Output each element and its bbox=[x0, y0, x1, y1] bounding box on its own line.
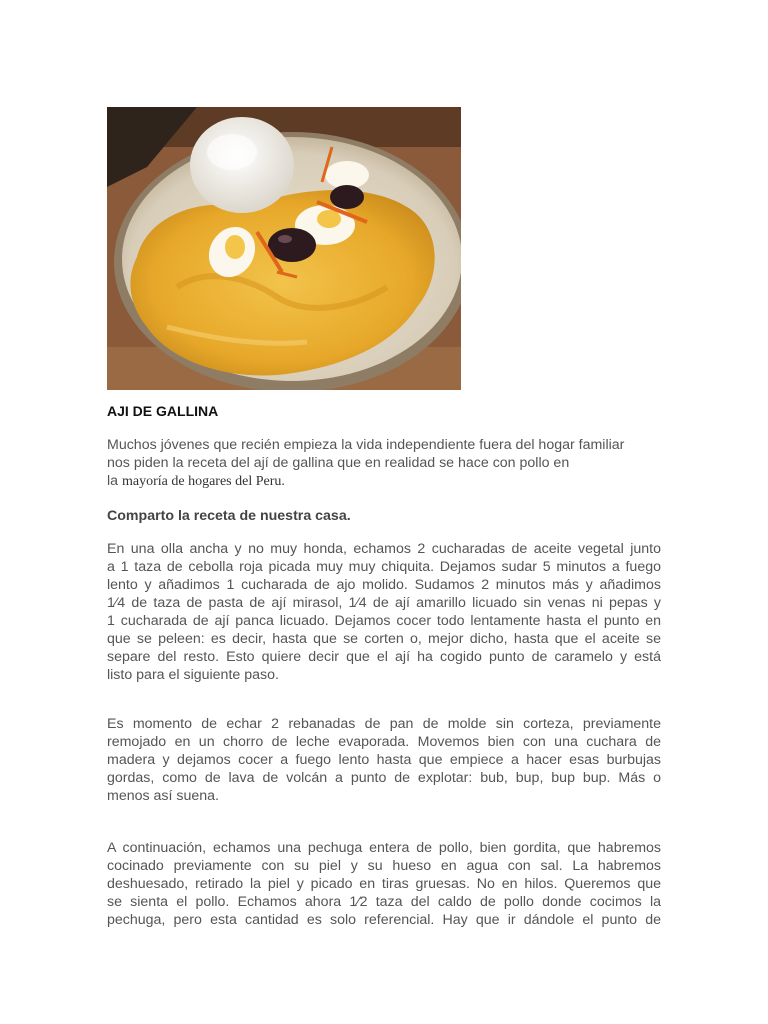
intro-line: nos piden la receta del ají de gallina que en realidad se hace con pollo en bbox=[107, 455, 570, 471]
step1-line: listo para el siguiente paso. bbox=[107, 667, 279, 683]
step1-line: que se peleen: es decir, hasta que se corten o, mejor dicho, hasta que el aceite se bbox=[107, 631, 661, 647]
step3-line: deshuesado, retirado la piel y picado en tiras gruesas. No en hilos. Queremos que bbox=[107, 876, 661, 892]
step3-paragraph bbox=[107, 839, 661, 929]
step1-line: lento y añadimos 1 cucharada de ajo molido. Sudamos 2 minutos más y añadimos bbox=[107, 577, 661, 593]
step1-paragraph bbox=[107, 540, 661, 684]
intro-line bbox=[107, 472, 661, 491]
dish-photo bbox=[107, 107, 461, 390]
step1-line: 1⁄4 de taza de pasta de ají mirasol, 1⁄4 de ají amarillo licuado sin venas ni pepas y bbox=[107, 595, 661, 611]
intro-line: Muchos jóvenes que recién empieza la vida independiente fuera del hogar familiar bbox=[107, 437, 625, 453]
section-subtitle: Comparto la receta de nuestra casa. bbox=[107, 508, 351, 524]
step3-line: cocinado previamente con su piel y su hueso en agua con sal. La habremos bbox=[107, 858, 661, 874]
intro-line-start: la bbox=[107, 473, 122, 489]
step2-line: gordas, como de lava de volcán a punto de explotar: bub, bup, bup bup. Más o bbox=[107, 770, 661, 786]
recipe-title: AJI DE GALLINA bbox=[107, 403, 219, 419]
step1-line: separe del resto. Esto quiere decir que el ají ha cogido punto de caramelo y está bbox=[107, 649, 661, 665]
aji-de-gallina-image bbox=[107, 107, 461, 390]
step3-line: se sienta el pollo. Echamos ahora 1⁄2 taza del caldo de pollo donde cocimos la bbox=[107, 894, 661, 910]
step2-paragraph bbox=[107, 715, 661, 805]
intro-paragraph bbox=[107, 436, 661, 491]
step1-line: a 1 taza de cebolla roja picada muy muy chiquita. Dejamos sudar 5 minutos a fuego bbox=[107, 559, 661, 575]
step2-line: Es momento de echar 2 rebanadas de pan de molde sin corteza, previamente bbox=[107, 716, 661, 732]
step3-line: A continuación, echamos una pechuga entera de pollo, bien gordita, que habremos bbox=[107, 840, 661, 856]
step1-line: 1 cucharada de ají panca licuado. Dejamos cocer todo lentamente hasta el punto en bbox=[107, 613, 661, 629]
step2-line: menos así suena. bbox=[107, 788, 219, 804]
intro-line-serif: mayoría de hogares del Peru. bbox=[121, 474, 285, 489]
step2-line: remojado en un chorro de leche evaporada. Movemos bien con una cuchara de bbox=[107, 734, 661, 750]
step2-line: madera y dejamos cocer a fuego lento hasta que empiece a hacer esas burbujas bbox=[107, 752, 661, 768]
step3-line: pechuga, pero esta cantidad es solo referencial. Hay que ir dándole el punto de bbox=[107, 912, 661, 928]
step1-line: En una olla ancha y no muy honda, echamos 2 cucharadas de aceite vegetal junto bbox=[107, 541, 661, 557]
